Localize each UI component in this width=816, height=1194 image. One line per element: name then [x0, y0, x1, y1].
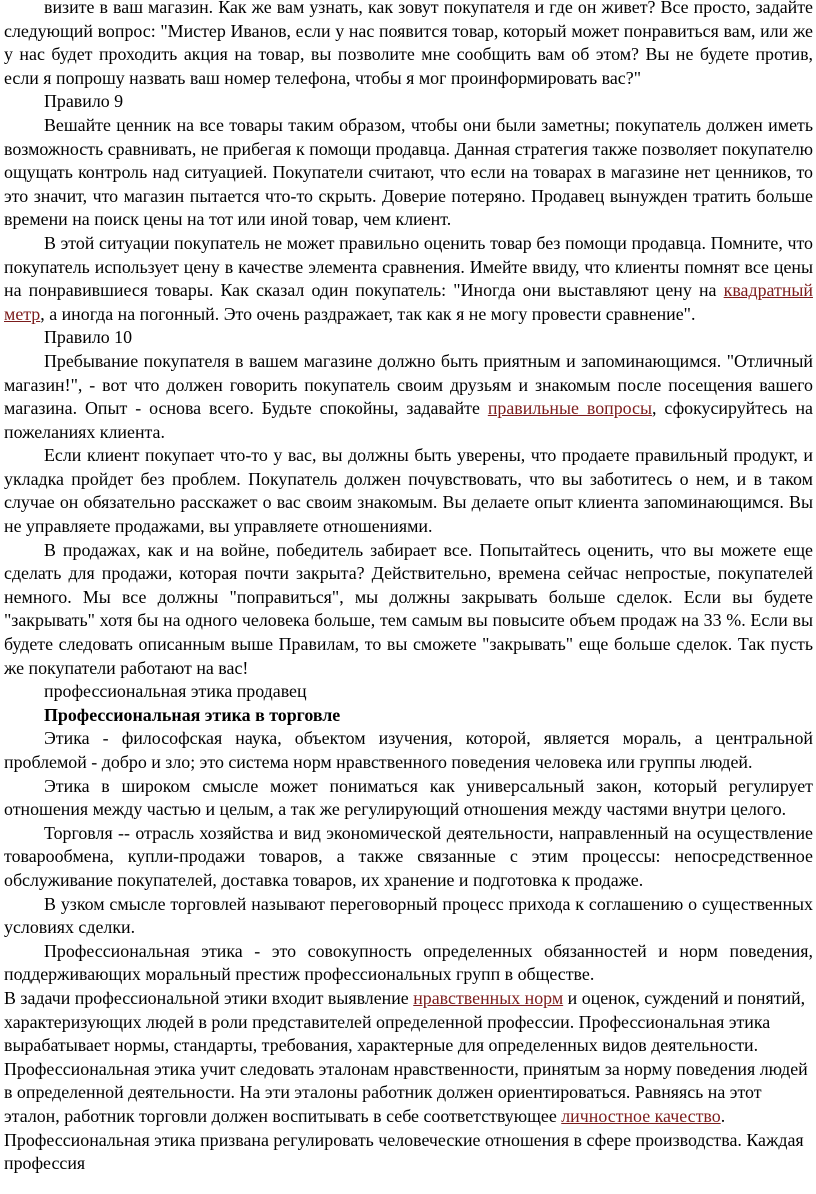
paragraph-text: , а иногда на погонный. Это очень раздражает, так как я не могу провести сравнение". — [40, 303, 696, 324]
paragraph-text: Правило 10 — [44, 327, 133, 348]
paragraph — [4, 0, 813, 90]
paragraph — [4, 326, 813, 350]
paragraph-text: В продажах, как и на войне, победитель забирает все. Попытайтесь оценить, что вы можете еще сделать для продажи, которая почти закрыта? Действительно, времена сейчас непростые, покупателей немного. Мы все должны "поправиться", мы должны закрывать больше сделок. Если вы будете "закрывать" хотя бы на одного человека больше, тем самым вы повысите объем продаж на 33 %. Если вы будете следовать описанным выше Правилам, то вы сможете "закрывать" еще больше сделок. Так пусть же покупатели работают на вас! — [4, 539, 813, 678]
paragraph-text: Пребывание покупателя в вашем магазине должно быть приятным и запоминающимся. "Отличный магазин!", - вот что должен говорить покупатель своим друзьям и знакомым после посещения вашего магазина. Опыт - основа всего. Будьте спокойны, задавайте — [4, 350, 813, 419]
paragraph — [4, 350, 813, 444]
paragraph — [4, 727, 813, 774]
paragraph — [4, 987, 813, 1176]
paragraph-text: Профессиональная этика в торговле — [44, 704, 341, 725]
paragraph-text: профессиональная этика продавец — [44, 681, 307, 702]
paragraph-text: Профессиональная этика - это совокупность определенных обязанностей и норм поведения, поддерживающих моральный престиж профессиональных групп в обществе. — [4, 940, 813, 985]
paragraph-text: , сфокусируйтесь на пожеланиях клиента. — [4, 398, 813, 442]
inline-link[interactable]: личностное качество — [561, 1105, 721, 1126]
paragraph — [4, 539, 813, 681]
paragraph-text: и оценок, суждений и понятий, характеризующих людей в роли представителей определенной профессии. Профессиональная этика вырабатывает нормы, стандарты, требования, характерные для определенных видов деятельности. Профессиональная этика учит следовать эталонам нравственности, принятым за норму поведения людей в определенной деятельности. На эти эталоны работник должен ориентироваться. Равняясь на этот эталон, работник торговли должен воспитывать в себе соответствующее — [4, 987, 808, 1126]
paragraph-text: В узком смысле торговлей называют переговорный процесс прихода к соглашению о существенных условиях сделки. — [4, 893, 813, 938]
paragraph-text: Правило 9 — [44, 91, 124, 112]
paragraph — [4, 893, 813, 940]
paragraph-text: визите в ваш магазин. Как же вам узнать, как зовут покупателя и где он живет? Все просто, задайте следующий вопрос: "Мистер Иванов, если у нас появится товар, который может понравиться вам, или же у нас будет проходить акция на товар, вы позволите мне сообщить вам об этом? Вы не будете против, если я попрошу назвать ваш номер телефона, чтобы я мог проинформировать вас?" — [4, 0, 813, 88]
paragraph-text: В задачи профессиональной этики входит выявление — [4, 987, 414, 1008]
inline-link[interactable]: правильные вопросы — [487, 398, 653, 419]
paragraph — [4, 114, 813, 232]
section-heading — [4, 704, 813, 728]
paragraph-text: Этика - философская наука, объектом изучения, которой, является мораль, а центральной проблемой - добро и зло; это система норм нравственного поведения человека или группы людей. — [4, 728, 813, 772]
paragraph-text: . Профессиональная этика призвана регулировать человеческие отношения в сфере производства. Каждая профессия — [4, 1105, 804, 1174]
inline-link[interactable]: нравственных норм — [413, 987, 564, 1008]
paragraph — [4, 232, 813, 326]
paragraph — [4, 822, 813, 893]
paragraph — [4, 775, 813, 822]
inline-link[interactable]: квадратный метр — [4, 280, 813, 324]
paragraph-text: Этика в широком смысле может пониматься как универсальный закон, который регулирует отношения между частью и целым, а так же регулирующий отношения между частями внутри целого. — [4, 775, 813, 820]
paragraph-text: В этой ситуации покупатель не может правильно оценить товар без помощи продавца. Помните, что покупатель использует цену в качестве элемента сравнения. Имейте ввиду, что клиенты помнят все цены на понравившиеся товары. Как сказал один покупатель: "Иногда они выставляют цену на — [4, 232, 813, 301]
paragraph — [4, 940, 813, 987]
paragraph-text: Вешайте ценник на все товары таким образом, чтобы они были заметны; покупатель должен иметь возможность сравнивать, не прибегая к помощи продавца. Данная стратегия также позволяет покупателю ощущать контроль над ситуацией. Покупатели считают, что если на товарах в магазине нет ценников, то это значит, что магазин пытается что-то скрыть. Доверие потеряно. Продавец вынужден тратить больше времени на поиск цены на тот или иной товар, чем клиент. — [4, 114, 813, 230]
paragraph — [4, 90, 813, 114]
paragraph — [4, 680, 813, 704]
paragraph — [4, 444, 813, 538]
paragraph-text: Торговля -- отрасль хозяйства и вид экономической деятельности, направленный на осуществление товарообмена, купли-продажи товаров, а также связанные с этим процессы: непосредственное обслуживание покупателей, доставка товаров, их хранение и подготовка к продаже. — [4, 822, 813, 890]
paragraph-text: Если клиент покупает что-то у вас, вы должны быть уверены, что продаете правильный продукт, и укладка пройдет без проблем. Покупатель должен почувствовать, что вы заботитесь о нем, и в таком случае он обязательно расскажет о вас своим знакомым. Вы делаете опыт клиента запоминающимся. Вы не управляете продажами, вы управляете отношениями. — [4, 445, 813, 537]
